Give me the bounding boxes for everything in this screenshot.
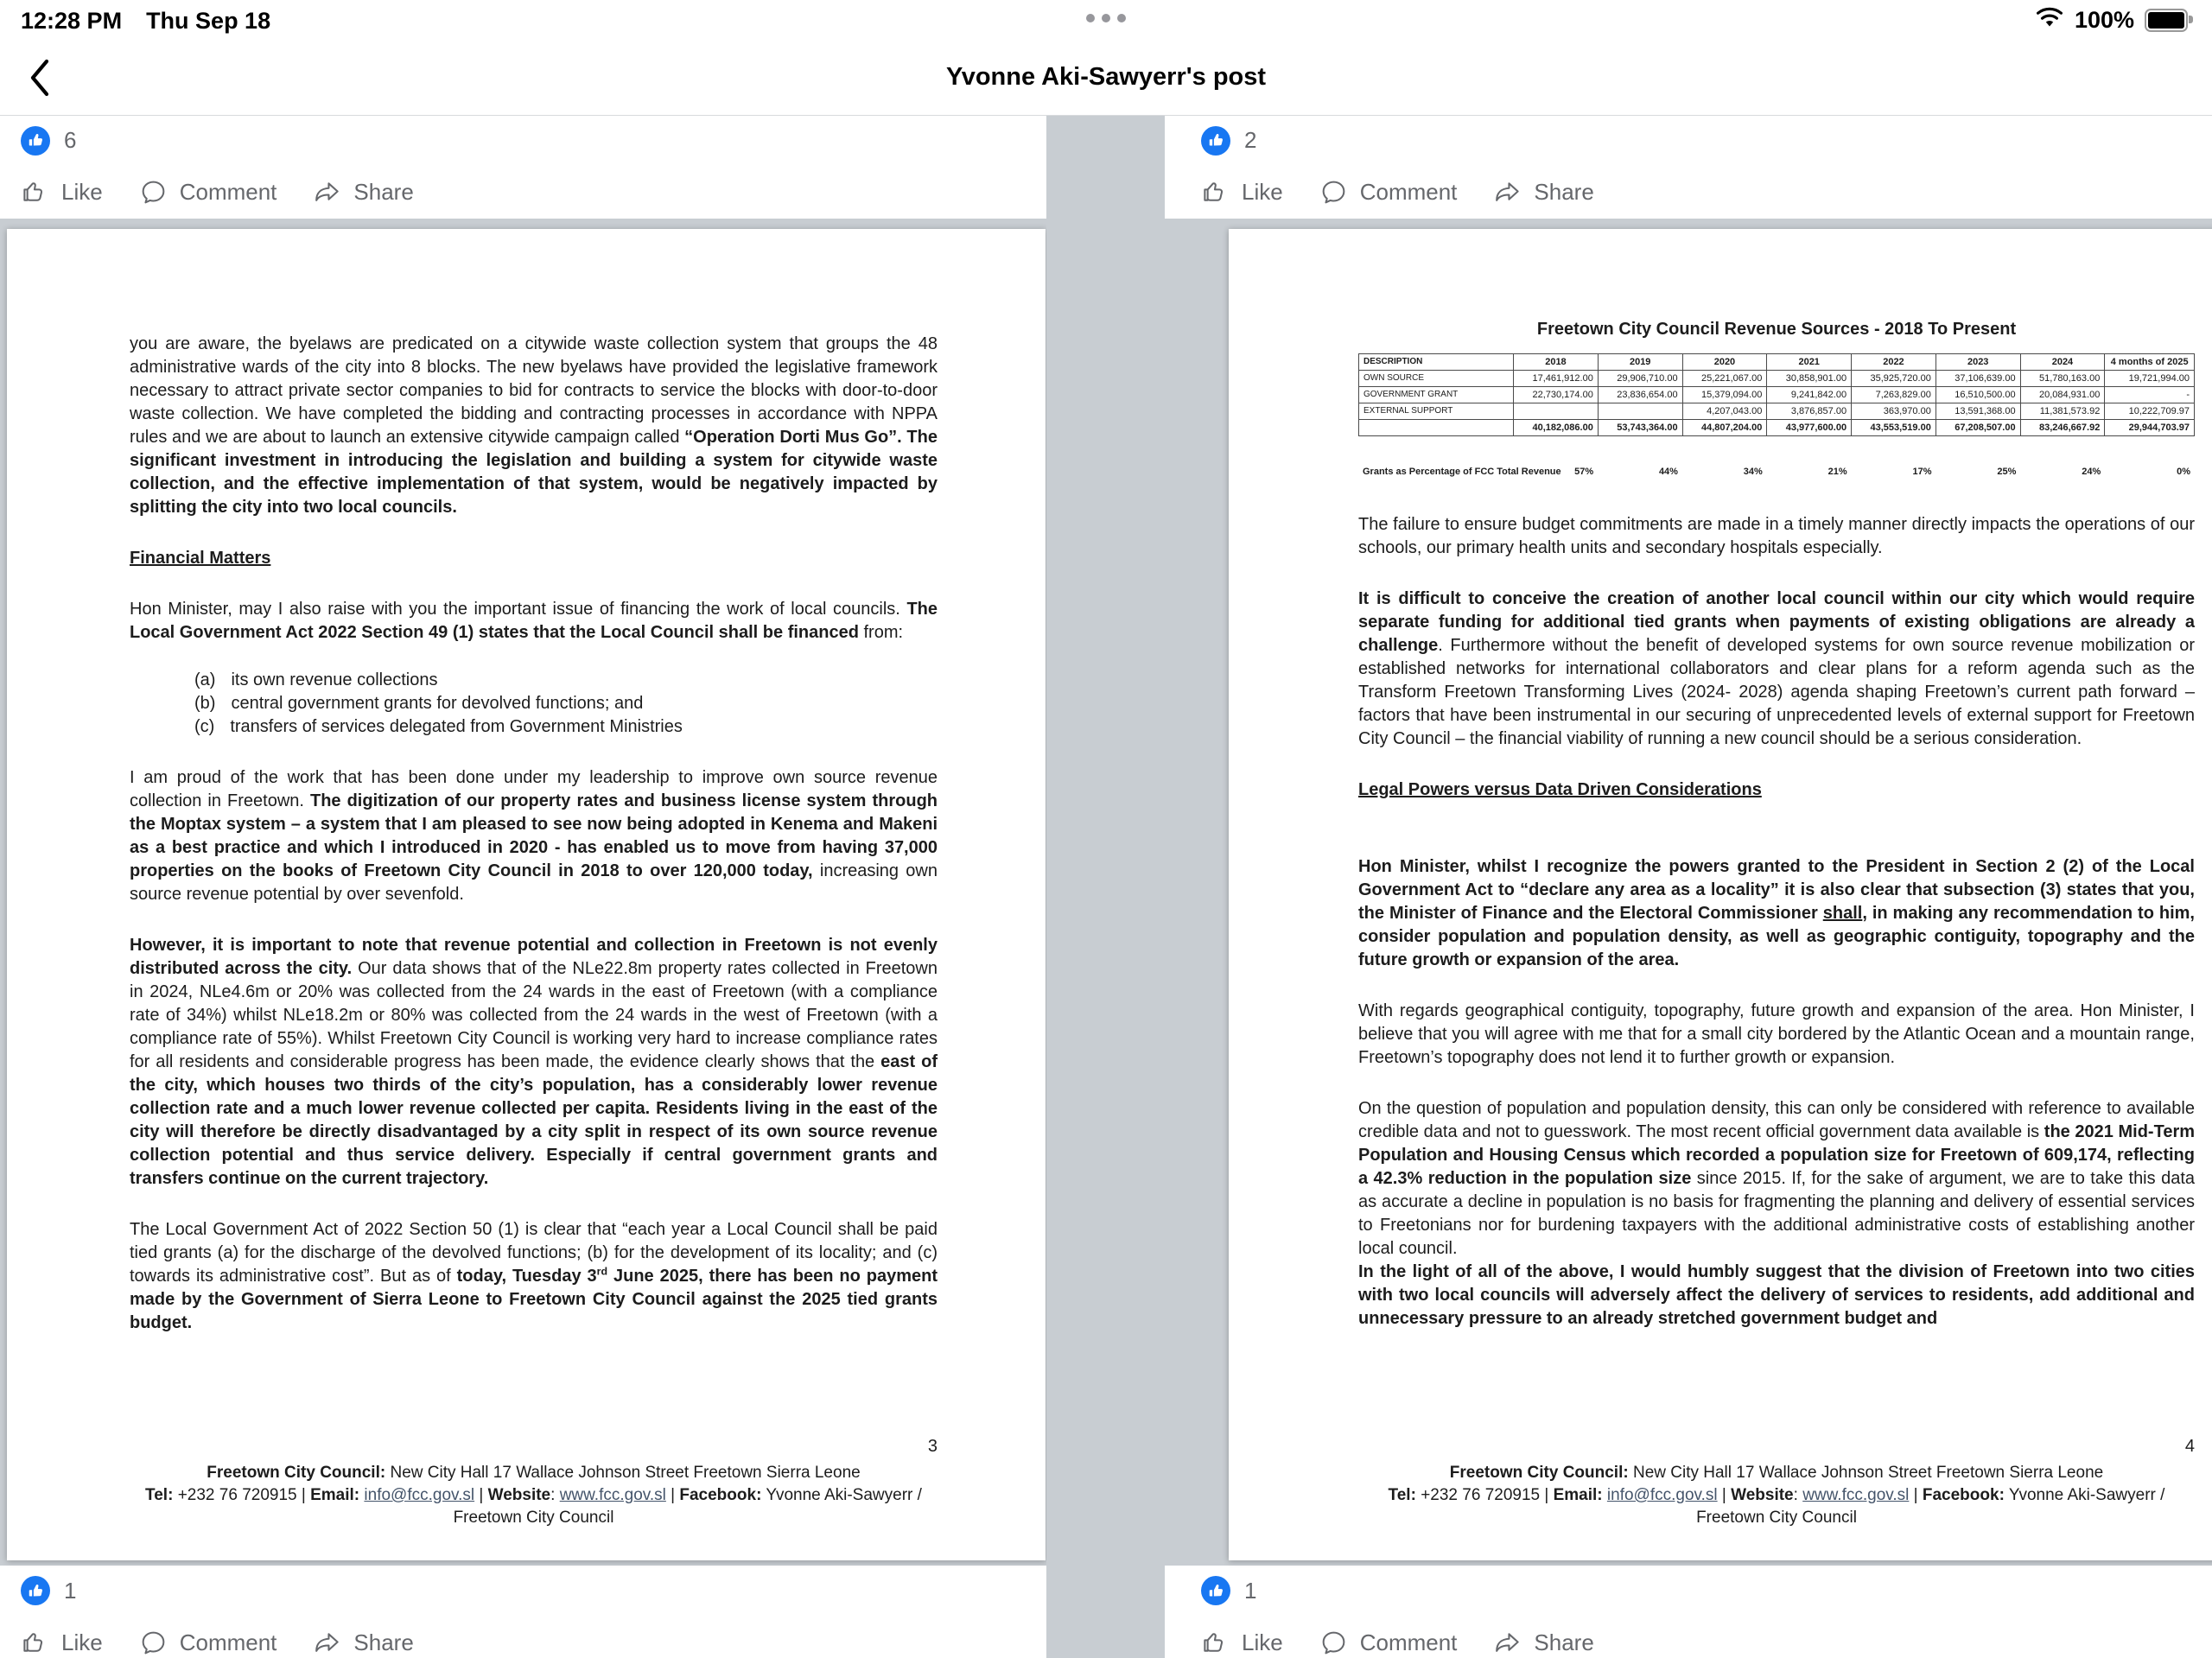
table-header-cell: DESCRIPTION [1359,354,1514,371]
comment-button[interactable] [139,178,277,206]
action-bar [1165,1616,2212,1658]
like-badge-icon [21,1576,50,1605]
comment-bubble-icon [1319,1629,1348,1657]
thumb-up-outline-icon [1201,178,1230,206]
doc-text: Freetown City Council [453,1509,614,1527]
table-cell: 40,182,086.00 [1514,420,1599,436]
doc-text: shall [1822,904,1863,923]
doc-text: rd [596,1265,608,1278]
table-cell: 10,222,709.97 [2105,403,2195,420]
share-label: Share [1534,1629,1594,1655]
table-cell: 23,836,654.00 [1598,387,1682,403]
doc-text: On the question of population and population density, this can only be considered with reference to available credible data and not to guesswork. The most recent official government data available is [1358,1099,2195,1141]
table-cell: 67,208,507.00 [1936,420,2020,436]
doc-block-p [1358,1097,2195,1261]
doc-text: +232 76 720915 | [1415,1486,1554,1504]
doc-text: However, it is important to note that revenue potential and collection in Freetown is not evenly distributed across the city. [130,936,938,978]
doc-text: Website [1731,1486,1794,1504]
doc-footer-line [1358,1507,2195,1529]
action-bar [0,165,1046,219]
doc-list-label: (b) [194,694,216,713]
doc-text: Email: [310,1486,360,1504]
comment-label: Comment [1359,178,1458,205]
doc-text: With regards geographical contiguity, topography, future growth and expansion of the area. Hon Minister, I believe that you will agree with me that for a small city bordered by the Atlantic Ocean and a mountain range, Freetown’s topography does not lend it to further growth or expansion. [1358,1001,2195,1067]
like-badge-icon [1201,126,1230,156]
doc-text: I am proud of the work that has been done under my leadership to improve own source revenue collection in Freetown. [130,768,938,810]
table-cell: 4,207,043.00 [1682,403,1767,420]
doc-text: Financial Matters [130,549,271,568]
table-cell: 53,743,364.00 [1598,420,1682,436]
like-label: Like [61,1629,103,1655]
table-cell: 11,381,573.92 [2020,403,2105,420]
table-cell: EXTERNAL SUPPORT [1359,403,1514,420]
pct-value: 44% [1658,467,1678,477]
table-cell: 37,106,639.00 [1936,371,2020,387]
doc-text: Tel: [145,1486,174,1504]
table-header-cell: 2021 [1767,354,1852,371]
doc-footer-line [130,1507,938,1529]
comment-button[interactable] [139,1629,277,1657]
doc-text: | [1909,1486,1923,1504]
doc-text: The digitization of our property rates and business license system through the Moptax system – a system that I am pleased to see now being adopted in Kenema and Makeni as a best practice and which I introduced in 2020 - has enabled us to move from having 37,000 properties on the books of Freetown City Council in 2018 to over 120,000 today, [130,791,938,880]
pct-value: 57% [1574,467,1594,477]
battery-icon [2145,9,2188,32]
doc-text: The Local Government Act 2022 Section 49 (1) states that the Local Council shall be financed [130,600,938,642]
doc-block-p [130,1218,938,1335]
doc-text: . Furthermore without the benefit of developed systems for own source revenue mobilization or established networks for international collaborators and clear plans for a reform agenda such as the Transform Freetown Transforming Lives (2024- 2028) agenda shaping Freetown’s current path forward – factors that have been instrumental in our securing of unprecedented levels of external support for Freetown City Council – the financial viability of running a new council should be a serious consideration. [1358,636,2195,748]
action-bar [0,1616,1046,1658]
reaction-summary[interactable] [1165,116,2212,165]
doc-block-h [130,547,938,570]
doc-block-p [130,333,938,519]
comment-label: Comment [179,178,277,205]
doc-text: Hon Minister, may I also raise with you the important issue of financing the work of local councils. [130,600,907,619]
multitask-ellipsis-icon[interactable] [1086,14,1126,22]
action-bar [1165,165,2212,219]
post-column-left [0,116,1046,1658]
doc-text: Website [487,1486,551,1504]
doc-list-item [194,715,938,739]
table-cell [1359,420,1514,436]
thumb-up-outline-icon [21,1629,49,1657]
table-cell: 29,906,710.00 [1598,371,1682,387]
doc-text: +232 76 720915 | [173,1486,311,1504]
doc-block-p [1358,855,2195,972]
share-button[interactable] [313,1629,413,1657]
doc-list-item [194,692,938,715]
reaction-count: 1 [64,1577,77,1604]
reaction-count: 6 [64,127,77,153]
table-cell: 43,553,519.00 [1852,420,1936,436]
table-cell: 13,591,368.00 [1936,403,2020,420]
share-arrow-icon [313,1629,341,1657]
doc-block-h [1358,778,2195,802]
doc-block-p [130,598,938,645]
share-label: Share [353,178,414,205]
grants-percentage-row [1358,459,2195,486]
doc-text: It is difficult to conceive the creation of another local council within our city which would require separate funding for additional tied grants when payments of existing obligations are already a challenge [1358,589,2195,655]
share-button[interactable] [1493,178,1593,206]
table-cell: 22,730,174.00 [1514,387,1599,403]
page-title: Yvonne Aki-Sawyerr's post [945,63,1267,91]
doc-block-footer [1358,1462,2195,1529]
doc-text: In the light of all of the above, I would humbly suggest that the division of Freetown into two cities with two local councils will adversely affect the delivery of services to residents, add additional and unnecessary pressure to an already stretched government budget and [1358,1262,2195,1328]
comment-label: Comment [179,1629,277,1655]
share-arrow-icon [313,178,341,206]
table-cell: OWN SOURCE [1359,371,1514,387]
comment-label: Comment [1359,1629,1458,1655]
table-cell: 19,721,994.00 [2105,371,2195,387]
like-badge-icon [1201,1576,1230,1605]
table-cell: 7,263,829.00 [1852,387,1936,403]
photo-attachment[interactable] [0,219,1046,1566]
doc-text: “Operation Dorti Mus Go”. The significant investment in introducing the legislation and building a system for citywide waste collection, and the effective implementation of that system, would be negatively impacted by splitting the city into two local councils. [130,428,938,517]
doc-text: since 2015. If, for the sake of argument, we are to take this data as accurate a decline in population is no basis for fragmenting the planning and delivery of essential services to Freetonians nor for burdening taxpayers with the additional administrative costs of establishing another local council. [1358,1169,2195,1258]
table-cell: 25,221,067.00 [1682,371,1767,387]
doc-text: you are aware, the byelaws are predicated on a citywide waste collection system that groups the 48 administrative wards of the city into 8 blocks. The new byelaws have provided the legislative framework necessary to attract private sector companies to bid for contracts to service the blocks with door-to-door waste collection. We have completed the bidding and contracting processes in accordance with NPPA rules and we are about to launch an extensive citywide campaign called [130,334,938,447]
document-page-4 [1229,229,2212,1560]
like-button[interactable] [1201,178,1283,206]
doc-text: | [1717,1486,1732,1504]
table-header-cell: 2022 [1852,354,1936,371]
table-cell: 16,510,500.00 [1936,387,2020,403]
table-header-cell: 2023 [1936,354,2020,371]
doc-text: Facebook: [1922,1486,2005,1504]
doc-text: Tel: [1388,1486,1416,1504]
doc-list-label: (c) [194,717,215,736]
doc-block-p [1358,1261,2195,1331]
doc-footer-line [130,1462,938,1484]
table-header-cell: 2019 [1598,354,1682,371]
doc-block-p [1358,1000,2195,1070]
thumb-up-outline-icon [21,178,49,206]
doc-list-item [194,669,938,692]
split-view-divider [1046,116,1165,1658]
doc-text: | [474,1486,488,1504]
doc-text: Our data shows that of the NLe22.8m property rates collected in Freetown in 2024, NLe4.6m or 20% was collected from the 24 wards in the east of Freetown (with a compliance rate of 34%) whilst NLe18.2m or 80% was collected from the 24 wards in the west of Freetown (with a compliance rate of 55%). Whilst Freetown City Council is working very hard to increase compliance rates for all residents and considerable progress has been made, the evidence clearly shows that the [130,959,938,1071]
table-cell: 35,925,720.00 [1852,371,1936,387]
thumb-up-outline-icon [1201,1629,1230,1657]
doc-link: info@fcc.gov.sl [364,1486,475,1504]
comment-bubble-icon [139,178,168,206]
revenue-table [1358,353,2195,436]
doc-text: today, Tuesday 3 [456,1267,597,1286]
comment-button[interactable] [1319,1629,1458,1657]
wifi-icon [2035,6,2064,35]
doc-text: The Local Government Act of 2022 Section 50 (1) is clear that “each year a Local Council shall be paid tied grants (a) for the discharge of the devolved functions; (b) for the development of its locality; and (c) towards its administrative cost”. But as of [130,1220,938,1286]
doc-text: | [665,1486,680,1504]
doc-text: Freetown City Council: [1449,1464,1629,1482]
doc-block-p [1358,588,2195,751]
doc-text: : [1793,1486,1803,1504]
doc-block-footer [130,1462,938,1529]
reaction-count: 1 [1244,1577,1257,1604]
photo-attachment[interactable] [1165,219,2212,1566]
table-cell: 15,379,094.00 [1682,387,1767,403]
table-cell: GOVERNMENT GRANT [1359,387,1514,403]
doc-list-label: (a) [194,670,216,689]
like-button[interactable] [21,1629,103,1657]
table-cell: 3,876,857.00 [1767,403,1852,420]
document-page-3 [7,229,1046,1560]
doc-text: east of the city, which houses two thirds of the city’s population, has a considerably lower revenue collection rate and a much lower revenue collected per capita. Residents living in the east of the city will therefore be directly disadvantaged by a city split in respect of its own source revenue collection potential and thus service delivery. Especially if central government grants and transfers continue on the current trajectory. [130,1052,938,1188]
reaction-summary[interactable] [1165,1566,2212,1616]
doc-text: its own revenue collections [231,670,438,689]
like-button[interactable] [21,178,103,206]
table-cell: 51,780,163.00 [2020,371,2105,387]
table-cell: 9,241,842.00 [1767,387,1852,403]
table-header-cell: 2020 [1682,354,1767,371]
doc-block-p [130,934,938,1191]
reaction-count: 2 [1244,127,1257,153]
doc-footer-line [1358,1484,2195,1507]
table-cell: - [2105,387,2195,403]
pct-value: 34% [1743,467,1763,477]
comment-bubble-icon [139,1629,168,1657]
like-button[interactable] [1201,1629,1283,1657]
status-date: Thu Sep 18 [146,8,271,34]
doc-text: The failure to ensure budget commitments are made in a timely manner directly impacts the operations of our schools, our primary health units and secondary hospitals especially. [1358,515,2195,557]
pct-value: 21% [1827,467,1847,477]
battery-percent: 100% [2074,7,2134,33]
status-left [21,8,270,35]
doc-block-pagenum: 4 [2184,1437,2195,1456]
doc-block-p [1358,513,2195,560]
doc-footer-line [1358,1462,2195,1484]
doc-text: , in making any recommendation to him, consider population and population density, as well as geographic contiguity, topography and the future growth or expansion of the area. [1358,904,2195,969]
table-cell: 83,246,667.92 [2020,420,2105,436]
like-label: Like [1242,178,1283,205]
comment-bubble-icon [1319,178,1348,206]
doc-text: Yvonne Aki-Sawyerr / [2004,1486,2165,1504]
doc-text: the 2021 Mid-Term Population and Housing Census which recorded a population size for Freetown of 609,174, reflecting a 42.3% reduction in the population size [1358,1122,2196,1188]
pct-label: Grants as Percentage of FCC Total Revenue [1363,467,1561,477]
doc-text: transfers of services delegated from Government Ministries [230,717,683,736]
doc-text: increasing own source revenue potential by over sevenfold. [130,861,938,904]
doc-text: June 2025, there has been no payment made by the Government of Sierra Leone to Freetown City Council against the 2025 tied grants budget. [130,1267,938,1332]
doc-text: from: [858,623,904,642]
share-arrow-icon [1493,178,1522,206]
table-cell: 363,970.00 [1852,403,1936,420]
table-cell: 29,944,703.97 [2105,420,2195,436]
table-cell: 43,977,600.00 [1767,420,1852,436]
doc-block-list [130,669,938,739]
status-time: 12:28 PM [21,8,123,34]
share-arrow-icon [1493,1629,1522,1657]
doc-link: www.fcc.gov.sl [1802,1486,1910,1504]
table-cell: 44,807,204.00 [1682,420,1767,436]
table-header-cell: 2018 [1514,354,1599,371]
reaction-summary[interactable] [0,1566,1046,1616]
table-cell: 20,084,931.00 [2020,387,2105,403]
doc-block-pagenum: 3 [927,1437,938,1456]
share-button[interactable] [313,178,413,206]
like-label: Like [61,178,103,205]
reaction-summary[interactable] [0,116,1046,165]
doc-text: Freetown City Council [1696,1509,1857,1527]
table-header-cell: 2024 [2020,354,2105,371]
doc-block-tabletitle: Freetown City Council Revenue Sources - 2018 To Present [1536,320,2017,339]
pct-value: 17% [1912,467,1932,477]
doc-text: Hon Minister, whilst I recognize the powers granted to the President in Section 2 (2) of the Local Government Act to “declare any area as a locality” it is also clear that subsection (3) states that you, the Minister of Finance and the Electoral Commissioner [1358,857,2195,923]
pct-value: 24% [2082,467,2101,477]
doc-text: Email: [1553,1486,1603,1504]
nav-bar [0,40,2212,116]
doc-text: Freetown City Council: [207,1464,386,1482]
doc-text: New City Hall 17 Wallace Johnson Street Freetown Sierra Leone [385,1464,861,1482]
doc-text: Yvonne Aki-Sawyerr / [761,1486,922,1504]
like-label: Like [1242,1629,1283,1655]
pct-value: 25% [1997,467,2017,477]
status-right [2035,6,2193,35]
share-button[interactable] [1493,1629,1593,1657]
doc-link: www.fcc.gov.sl [559,1486,666,1504]
doc-link: info@fcc.gov.sl [1606,1486,1718,1504]
doc-block-p [130,766,938,906]
doc-footer-line [130,1484,938,1507]
comment-button[interactable] [1319,178,1458,206]
status-bar [0,0,2212,40]
table-cell [1514,403,1599,420]
table-cell: 17,461,912.00 [1514,371,1599,387]
like-badge-icon [21,126,50,156]
table-cell: 30,858,901.00 [1767,371,1852,387]
post-column-right [1165,116,2212,1658]
doc-text: central government grants for devolved functions; and [231,694,644,713]
doc-text: New City Hall 17 Wallace Johnson Street Freetown Sierra Leone [1628,1464,2104,1482]
table-header-cell: 4 months of 2025 [2105,354,2195,371]
doc-text: : [550,1486,560,1504]
doc-text: Facebook: [679,1486,762,1504]
doc-text: Legal Powers versus Data Driven Considerations [1358,780,1762,799]
share-label: Share [353,1629,414,1655]
pct-value: 0% [2177,467,2190,477]
share-label: Share [1534,178,1594,205]
table-cell [1598,403,1682,420]
